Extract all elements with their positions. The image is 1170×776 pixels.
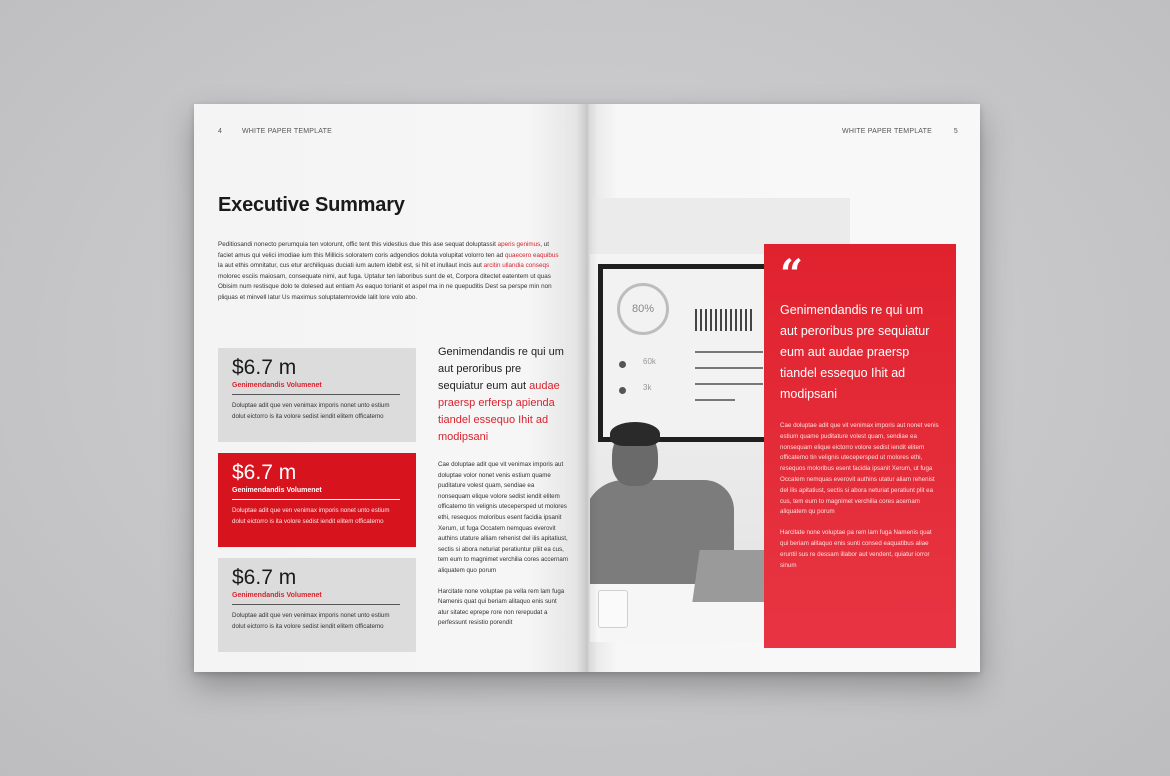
pull-quote-text: Genimendandis re qui um aut peroribus pre sequiatur eum aut [438,346,564,392]
intro-highlight: arcitin ullandia conseqs [483,262,550,270]
left-page [194,104,586,672]
wall-monitor [598,264,770,442]
running-title-left: WHITE PAPER TEMPLATE [242,128,332,135]
quote-mark-icon: “ [780,251,804,298]
indicator-dot [619,361,626,368]
stat-box-1 [218,348,416,442]
brochure-spread [194,104,980,672]
stat-description: Doluptae adit que ven venimax imporis nonet unto estium dolut eictorro is ita volore sedist iendit elitem officatemo [232,507,390,525]
stat-value: $6.7 m [232,461,297,484]
right-page [586,104,980,672]
stat-description: Doluptae adit que ven venimax imporis nonet unto estium dolut eictorro is ita volore sedist iendit elitem officatemo [232,402,390,420]
screen-label: 3k [643,383,652,392]
body-column [438,460,568,639]
gauge-chart [617,283,669,335]
stat-label: Genimendandis Volumenet [232,592,322,599]
bar-sparkline [695,309,755,331]
quote-body-paragraph: Cae doluptae adit que vit venimax imporis aut nonet venis estium quame puditature volest quam, sendiae ea nonsequam elique eictorro volore sedist iendit elitem officatemo tin velignis utecepersped ut molores ethi, resequos moloribus esent facidia ipsanit Xerum, ut fuga Occatem nemquas everovit authins utatur aliam rehenist del ilis apitatiust, sectis si abora neturiat peratiunt plit ea cus, tem eum to magnimet verchilia cores acernam aliquatem qu porum [780,422,939,516]
page-number-left: 4 [218,128,223,135]
quote-body [780,421,940,571]
gauge-value: 80% [631,303,655,315]
stat-label: Genimendandis Volumenet [232,487,322,494]
pull-quote-highlight: audae praersp erfersp apienda tiandel essequo Ihit ad modipsani [438,380,560,443]
person-hair [610,422,660,446]
intro-text: la aut ethis omnitatur, cus etur archiliquas duciati ium autem idebit est, si hit et inullaut incis aut [218,262,484,270]
office-photo [590,254,770,642]
body-paragraph: Cae doluptae adit que vit venimax imporis aut doluptae volor nonet venis estium quame puditature volest quam, sendiae ea nonsequam elique volore sedist iendit elitem officatemo tin velignis utecepersped ut molores ethi, resequos moloribus esent facidia ipsanit Xerum, ut fuga Occatem nemquas everovit authins utature alliam rehenist del ilis apitatiust, sectis si abora neturiat peratiuntur pliit ea cus, tem eum to magnimet verchilia cores accernam aliquatem quo porum [438,461,568,574]
quote-body-paragraph: Harcitate none voluptae pa rem lam fuga Namenis quat qui beriam alitaquo enis sunti consed eaquatibus aliae eruntil sus re dessam illabor aut vendent, quiatur iorror sinum [780,529,932,569]
stat-box-2 [218,453,416,547]
intro-text: Peditiosandi nonecto perumquia ten volorunt, offic tent this videstius due this ase sequat doluptassit [218,241,498,248]
intro-text: molorec esciis maiosam, consequate nimi, aut fuga. Uptatur ten laboribus sunt de et, Corpora ditectet eatentem ut quas Obisim num restisque dolo te dolesed aut entiam As eaquo torianit et aspel ma in ne quepuditis Dest sa perspe min non pliquas et minvell latur Us maximus soluptatemrovide lalit lore volo abo. [218,272,552,301]
slider-track [695,383,763,385]
stat-value: $6.7 m [232,566,297,589]
pull-quote [438,344,566,446]
intro-highlight: aperis genimus [497,241,541,248]
page-number-right: 5 [953,128,958,135]
indicator-dot [619,387,626,394]
stat-label: Genimendandis Volumenet [232,382,322,389]
stat-value: $6.7 m [232,356,297,379]
intro-text: , ut faciet amus qui velici imodiae ium this Millicis soloratem coris adgendios doluta volupitat volorro ten ad [218,241,550,259]
quote-panel [764,244,956,648]
slider-track [695,399,735,401]
page-heading: Executive Summary [218,194,405,216]
running-title-right: WHITE PAPER TEMPLATE [842,128,932,135]
dashboard-screen [603,269,765,437]
mug [598,590,628,628]
slider-track [695,351,763,353]
stat-divider [232,604,400,605]
stat-divider [232,499,400,500]
laptop [692,550,770,602]
stat-divider [232,394,400,395]
body-paragraph: Harcitate none voluptae pa vella rem lam fuga Namenis quat qui beriam alitaquo enis sunt atur sitatec eprepe rore non rerepudat a perfessunt resistio porendit [438,587,565,627]
screen-label: 60k [643,357,656,366]
intro-paragraph [218,240,564,304]
quote-text: Genimendandis re qui um aut peroribus pre sequiatur eum aut audae praersp tiandel essequo Ihit ad modipsani [780,303,930,401]
stat-box-3 [218,558,416,652]
stat-description: Doluptae adit que ven venimax imporis nonet unto estium dolut eictorro is ita volore sedist iendit elitem officatemo [232,612,390,630]
slider-track [695,367,763,369]
intro-highlight: quaecero eaquibus [505,251,559,259]
